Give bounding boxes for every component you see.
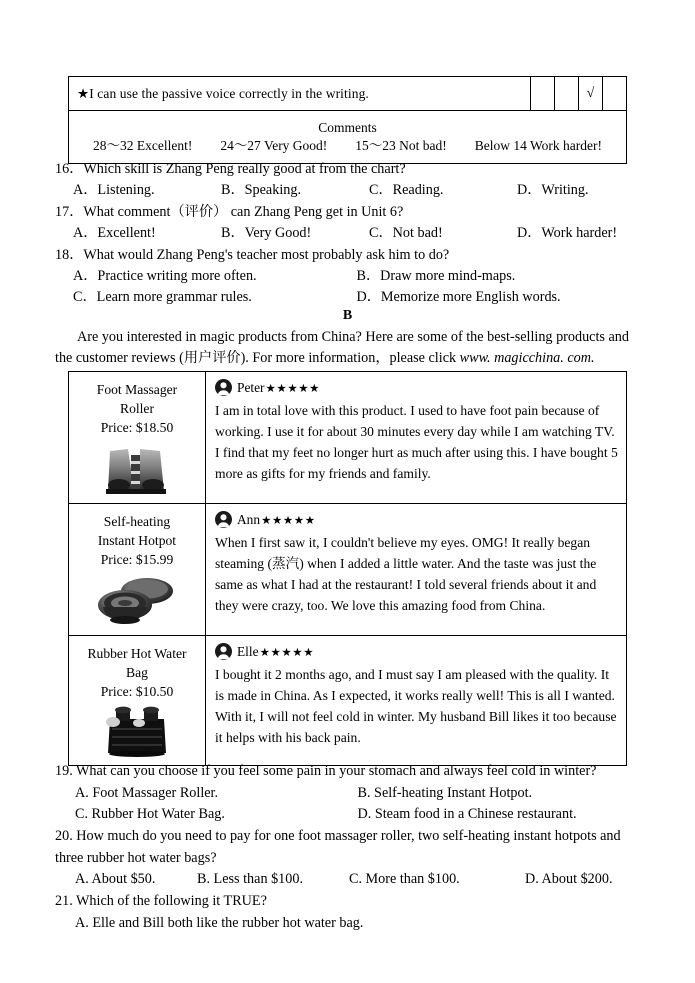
section-b-letter: B <box>342 308 353 323</box>
assessment-checkbox-3[interactable] <box>579 77 603 111</box>
option-b[interactable]: B．Draw more mind-maps. <box>356 268 516 284</box>
product-reviews-table <box>68 371 627 766</box>
reviewer-line <box>215 510 618 529</box>
comments-scale <box>73 137 622 154</box>
assessment-statement-cell: ★I can use the passive voice correctly in the writing. <box>69 77 531 111</box>
option-c[interactable]: C．Not bad! <box>369 225 443 241</box>
product-name-line2: Instant Hotpot <box>97 533 177 548</box>
product-name-line1: Self-heating <box>103 514 171 529</box>
review-text: I bought it 2 months ago, and I must say I am pleased with the quality. It is made in China. As I expected, it works really well! This is all I wanted. With it, I will not feel cold in winter. My husband Bill likes it too because it helps with his back pain. <box>215 667 617 745</box>
table-row <box>69 372 627 504</box>
option-d[interactable]: D．Writing. <box>517 182 589 198</box>
self-heating-instant-hotpot-photo <box>95 571 179 629</box>
user-avatar-icon <box>215 643 232 660</box>
option-d[interactable]: D. Steam food in a Chinese restaurant. <box>357 806 577 822</box>
rating-stars: ★★★★★ <box>261 514 316 527</box>
product-price: Price: $18.50 <box>100 420 174 435</box>
product-name-line2: Bag <box>126 665 148 680</box>
option-a[interactable]: A. About $50. <box>75 871 156 887</box>
scale-item: 28～32 Excellent! <box>92 138 193 153</box>
question-21 <box>55 891 640 934</box>
product-name-line2: Roller <box>120 401 154 416</box>
question-19-options-row2 <box>55 804 640 826</box>
question-20-options <box>55 869 643 891</box>
option-d[interactable]: D．Memorize more English words. <box>356 289 561 305</box>
question-20-stem: 20. How much do you need to pay for one foot massager roller, two self-heating instant hotpots and three rubber hot water bags? <box>55 828 621 866</box>
review-cell-elle <box>206 636 627 766</box>
question-17 <box>55 202 640 244</box>
magicchina-url[interactable]: www. magicchina. com. <box>459 350 595 366</box>
question-21-options <box>55 913 640 935</box>
question-19-stem: 19. What can you choose if you feel some pain in your stomach and always feel cold in winter? <box>55 763 597 779</box>
option-c[interactable]: C．Reading. <box>369 182 444 198</box>
reviewer-name: Peter <box>237 379 265 395</box>
assessment-checkbox-1[interactable] <box>531 77 555 111</box>
option-a[interactable]: A．Listening. <box>73 182 155 198</box>
product-name-line1: Rubber Hot Water <box>87 646 187 661</box>
checkmark-icon: √ <box>586 86 595 101</box>
question-16-options <box>55 180 640 201</box>
self-assessment-table <box>68 76 627 164</box>
product-price: Price: $10.50 <box>100 684 174 699</box>
assessment-checkbox-4[interactable] <box>603 77 627 111</box>
rating-stars: ★★★★★ <box>265 382 321 395</box>
question-21-stem: 21. Which of the following it TRUE? <box>55 893 267 909</box>
review-cell-ann <box>206 504 627 636</box>
scale-item: Below 14 Work harder! <box>474 138 603 153</box>
option-a[interactable]: A．Excellent! <box>73 225 156 241</box>
reviewer-line <box>215 642 618 661</box>
comments-cell <box>69 111 627 164</box>
scale-item: 15～23 Not bad! <box>355 138 447 153</box>
option-c[interactable]: C. Rubber Hot Water Bag. <box>75 806 225 822</box>
reviewer-name: Ann <box>237 511 261 527</box>
option-d[interactable]: D. About $200. <box>525 871 613 887</box>
assessment-statement-row <box>69 77 627 111</box>
comments-title: Comments <box>318 119 377 135</box>
product-price: Price: $15.99 <box>100 552 174 567</box>
question-19-options-row1 <box>55 783 640 805</box>
section-b-intro <box>55 327 638 369</box>
product-name-line1: Foot Massager <box>96 382 178 397</box>
option-b[interactable]: B. Less than $100. <box>197 871 304 887</box>
rating-stars: ★★★★★ <box>259 646 315 659</box>
question-16 <box>55 159 640 201</box>
product-cell-rubber-hot-water-bag <box>69 636 206 766</box>
option-d[interactable]: D．Work harder! <box>517 225 618 241</box>
question-18-stem: 18．What would Zhang Peng's teacher most probably ask him to do? <box>55 247 450 263</box>
reviewer-name: Elle <box>237 643 259 659</box>
question-19 <box>55 761 640 826</box>
table-row <box>69 504 627 636</box>
scale-item: 24～27 Very Good! <box>220 138 328 153</box>
assessment-checkbox-2[interactable] <box>555 77 579 111</box>
product-cell-self-heating-instant-hotpot <box>69 504 206 636</box>
option-c[interactable]: C．Learn more grammar rules. <box>73 289 252 305</box>
question-16-stem: 16．Which skill is Zhang Peng really good at from the chart? <box>55 161 406 177</box>
option-a[interactable]: A. Elle and Bill both like the rubber hot water bag. <box>75 914 364 931</box>
rubber-hot-water-bag-photo <box>96 703 178 759</box>
reviewer-line <box>215 378 618 397</box>
option-b[interactable]: B．Speaking. <box>221 182 301 198</box>
intro-text: Are you interested in magic products from China? Here are some of the best-selling products and the customer reviews (用户评价). For more information，please click <box>55 329 629 366</box>
question-17-options <box>55 223 640 244</box>
option-a[interactable]: A．Practice writing more often. <box>73 268 257 284</box>
review-text: I am in total love with this product. I used to have foot pain because of working. I use it for about 30 minutes every day while I am watching TV. I find that my feet no longer hurt as much after using this. I have bought 5 more as gifts for my friends and family. <box>215 403 618 481</box>
option-c[interactable]: C. More than $100. <box>349 871 460 887</box>
question-18-options-row2 <box>55 287 640 308</box>
user-avatar-icon <box>215 379 232 396</box>
user-avatar-icon <box>215 511 232 528</box>
foot-massager-roller-photo <box>98 439 176 497</box>
review-cell-peter <box>206 372 627 504</box>
table-row <box>69 636 627 766</box>
question-17-stem: 17．What comment（评价） can Zhang Peng get in Unit 6? <box>55 204 404 220</box>
question-18-options-row1 <box>55 266 640 287</box>
option-b[interactable]: B. Self-heating Instant Hotpot. <box>357 784 533 801</box>
question-18 <box>55 245 640 308</box>
review-text: When I first saw it, I couldn't believe my eyes. OMG! It really began steaming (蒸汽) when I added a little water. And the taste was just the same as what I had at the restaurant! I told several friends about it and they were crazy, too. We love this amazing food from China. <box>215 535 597 613</box>
assessment-comments-row <box>69 111 627 164</box>
option-a[interactable]: A. Foot Massager Roller. <box>75 784 219 801</box>
option-b[interactable]: B．Very Good! <box>221 225 312 241</box>
question-20 <box>55 826 643 891</box>
product-cell-foot-massager-roller <box>69 372 206 504</box>
